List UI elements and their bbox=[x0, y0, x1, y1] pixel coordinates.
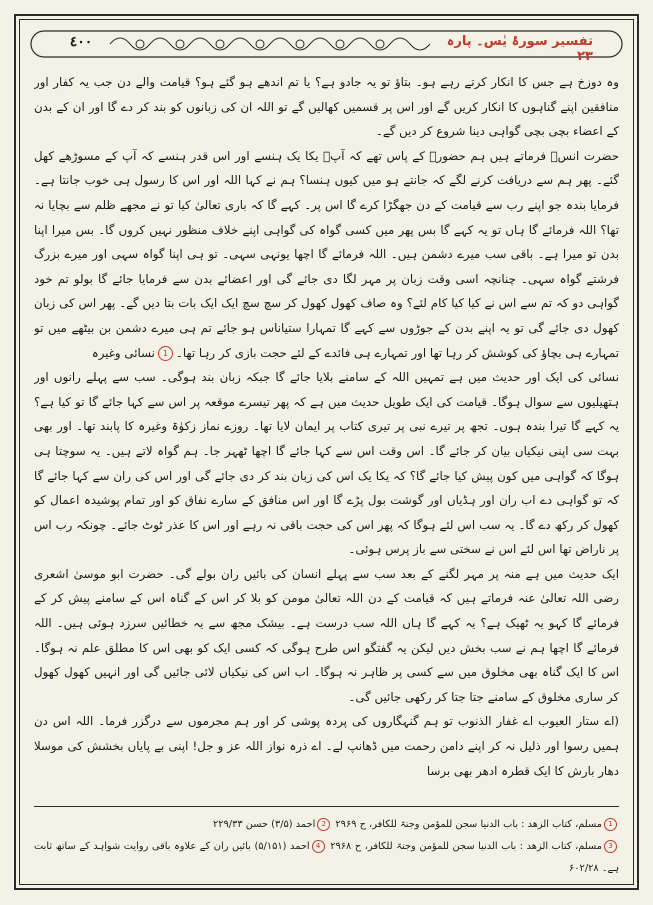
footnote-2: احمد (۳/۵) حسن ۲۲۹/۳۳ bbox=[213, 819, 316, 830]
footnote-marker-2: 2 bbox=[317, 818, 330, 831]
running-title: تفسیر سورۂ یٰس۔ پارہ ۲۳ bbox=[446, 34, 593, 64]
reference-marker-1: 1 bbox=[158, 346, 173, 361]
page-number: ٤٠٠ bbox=[69, 34, 93, 50]
paragraph-2-text: حضرت انسؓ فرماتے ہیں ہم حضورؐ کے پاس تھے کہ آپؐ یکا یک ہنسے اور اس قدر ہنسے کہ آپ کے مسوڑھے کھل گئے۔ پھر ہم سے دریافت کرنے لگے کہ جانتے ہو میں کیوں ہنسا؟ ہم نے کہا اللہ اور اس کا رسول ہی خوب جانتا ہے۔ فرمایا بندہ جو اپنے رب سے قیامت کے دن جھگڑا کرے گا اس پر۔ کہے گا کہ باری تعالیٰ کیا تو نے مجھے ظلم سے بچایا نہ تھا؟ اللہ فرمائے گا ہاں تو یہ کہے گا بس پھر میں کسی گواہ کی گواہی اپنے خلاف منظور نہیں کروں گا۔ بس میرا اپنا بدن تو میرا ہے۔ باقی سب میرے دشمن ہیں۔ اللہ فرمائے گا اچھا یونہی سہی۔ تو ہی اپنا گواہ سہی اور میرے بزرگ فرشتے گواہ سہی۔ چنانچہ اسی وقت زبان پر مہر لگا دی جائے گی اور اعضائے بدن سے فرمایا جائے گا بولو تم خود گواہی دو کہ تم سے اس نے کیا کیا کام لئے؟ وہ صاف کھول کھول کر سچ سچ ایک ایک بات بتا دیں گے۔ پھر اس کی زبان کھول دی جائے گی تو یہ اپنے بدن کے جوڑوں سے کہے گا تمہارا ستیاناس ہو جائے تم ہی میرے دشمن بن بیٹھے میں تو تمہارے ہی بچاؤ کی کوشش کر رہا تھا اور تمہارے ہی فائدے کے لئے حجت بازی کر رہا تھا۔ bbox=[34, 148, 619, 360]
footnote-4: احمد (۵/۱۵۱) بائیں ران کے علاوہ باقی روایت شواہد کے ساتھ ثابت ہے۔ ۶۰۲/۲۸ bbox=[34, 841, 619, 874]
paragraph-3: نسائی کی ایک اور حدیث میں ہے تمہیں اللہ کے سامنے بلایا جائے گا جبکہ زبان بند ہوگی۔ سب سے پہلے رانوں اور ہتھیلیوں سے سوال ہوگا۔ قیامت کی ایک طویل حدیث میں ہے کہ پھر تیسرے موقعہ پر اس سے کہا جائے گا تو کیا ہے؟ یہ کہے گا تیرا بندہ ہوں۔ تجھ پر تیرے نبی پر تیری کتاب پر ایمان لایا تھا۔ روزے نماز زکوٰۃ وغیرہ کا پابند تھا۔ اور بھی بہت سی اپنی نیکیاں بیان کر جائے گا۔ اس وقت اس سے کہا جائے گا اچھا ٹھہر جا۔ ہم گواہ لاتے ہیں۔ یہ سوچتا ہی ہوگا کہ گواہی میں کون پیش کیا جائے گا؟ کہ یکا یک اس کی زبان بند کر دی جائے گی اور اس کی ران سے کہا جائے گا کہ تو گواہی دے اب ران اور ہڈیاں اور گوشت بول پڑے گا اور اس منافق کے سارے نفاق کو اور تمام پوشیدہ اعمال کو کھول کر رکھ دے گا۔ یہ سب اس لئے ہوگا کہ پھر اس کی حجت باقی نہ رہے اور اس کا عذر ٹوٹ جائے۔ چونکہ رب اس پر ناراض تھا اس لئے اس نے سختی سے باز پرس ہوئی۔ bbox=[34, 370, 619, 557]
body-text bbox=[34, 70, 619, 780]
paragraph-2 bbox=[34, 144, 619, 365]
footnote-divider bbox=[34, 806, 619, 807]
page-header bbox=[30, 28, 623, 64]
paragraph-2-reference: نسائی وغیرہ bbox=[91, 345, 155, 360]
footnote-line-1 bbox=[34, 814, 619, 836]
footnote-marker-1: 1 bbox=[604, 818, 617, 831]
paragraph-1: وہ دوزخ ہے جس کا انکار کرتے رہے ہو۔ بتاؤ تو یہ جادو ہے؟ یا تم اندھے ہو گئے ہو؟ قیامت والے دن جب یہ کفار اور منافقین اپنے گناہوں کا انکار کریں گے اور اس پر قسمیں کھالیں گے تو اللہ ان کی زبانوں کو بند کر دے گا اور ان کے بدن کے اعضاء بچی بچی گواہی دینا شروع کر دیں گے۔ bbox=[34, 75, 619, 139]
footnote-marker-3: 3 bbox=[604, 840, 617, 853]
footnote-line-2 bbox=[34, 836, 619, 874]
footnote-marker-4: 4 bbox=[312, 840, 325, 853]
footnotes bbox=[34, 814, 619, 874]
footnote-1: مسلم، کتاب الزھد : باب الدنیا سجن للمؤمن وجنۃ للکافر، ح ۲۹۶۹ bbox=[335, 819, 602, 830]
paragraph-4: ایک حدیث میں ہے منہ پر مہر لگنے کے بعد سب سے پہلے انسان کی بائیں ران بولے گی۔ حضرت ابو موسیٰ اشعری رضی اللہ تعالیٰ عنہ فرماتے ہیں کہ قیامت کے دن اللہ تعالیٰ مومن کو بلا کر اس کے گناہ اس کے سامنے پیش کر کے فرمائے گا کہو یہ ٹھیک ہے؟ یہ کہے گا ہاں اللہ سب درست ہے۔ بیشک مجھ سے یہ خطائیں سرزد ہوئی ہیں۔ اللہ فرمائے گا اچھا ہم نے سب بخش دیں لیکن یہ گفتگو اس طرح ہوگی کہ کسی ایک کو بھی اس کا مطلق علم نہ ہوگا۔ اس کا ایک گناہ بھی مخلوق میں سے کسی پر ظاہر نہ ہوگا۔ اب اس کی نیکیاں لائی جائیں گی اور انہیں کھول کھول کر ساری مخلوق کے سامنے جتا جتا کر رکھی جائیں گی۔ bbox=[34, 566, 619, 704]
footnote-3: مسلم، کتاب الزھد : باب الدنیا سجن للمؤمن وجنۃ للکافر، ح ۲۹۶۸ bbox=[330, 841, 602, 852]
paragraph-5: (اے ستار العیوب اے غفار الذنوب تو ہم گنہگاروں کی پردہ پوشی کر اور ہم مجرموں سے درگزر فرما۔ اللہ اس دن ہمیں رسوا اور ذلیل نہ کر اپنے دامن رحمت میں ڈھانپ لے۔ اے ذرہ نواز اللہ عز و جل! اپنی بے پایاں بخشش کی موسلا دھار بارش کا ایک قطرہ ادھر بھی برسا bbox=[34, 714, 619, 778]
